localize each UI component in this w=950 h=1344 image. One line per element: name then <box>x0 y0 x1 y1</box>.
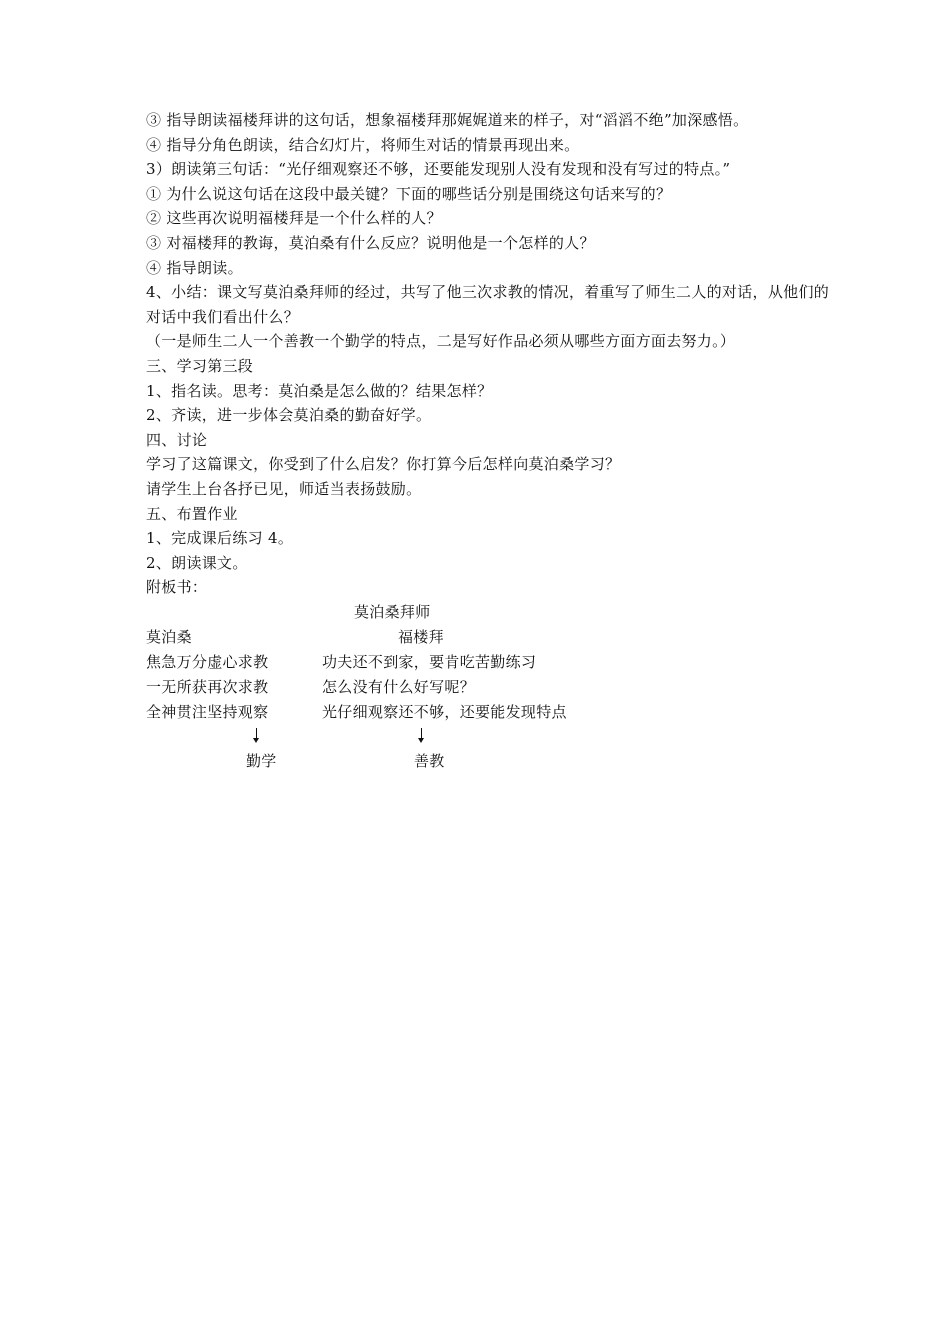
section-heading: 五、布置作业 <box>146 504 238 523</box>
text-line: ③ 对福楼拜的教诲，莫泊桑有什么反应？说明他是一个怎样的人？ <box>146 233 595 252</box>
board-title: 莫泊桑拜师 <box>354 602 431 621</box>
board-left-header: 莫泊桑 <box>146 627 192 646</box>
board-right-item: 光仔细观察还不够，还要能发现特点 <box>322 702 567 721</box>
blackboard-summary <box>146 600 836 770</box>
board-right-header: 福楼拜 <box>398 627 444 646</box>
text-line: ① 为什么说这句话在这段中最关键？下面的哪些话分别是围绕这句话来写的？ <box>146 184 672 203</box>
text-line: ④ 指导分角色朗读，结合幻灯片，将师生对话的情景再现出来。 <box>146 135 580 154</box>
text-line: ③ 指导朗读福楼拜讲的这句话，想象福楼拜那娓娓道来的样子，对“滔滔不绝”加深感悟。 <box>146 111 749 129</box>
text-line: 附板书： <box>146 578 208 597</box>
text-line: 4、小结：课文写莫泊桑拜师的经过，共写了他三次求教的情况，着重写了师生二人的对话，从他们的对话中我们看出什么？ <box>146 283 830 326</box>
down-arrow-icon <box>421 728 422 740</box>
text-line: 1、完成课后练习 4。 <box>146 529 294 548</box>
board-left-result: 勤学 <box>246 751 277 770</box>
text-line: 2、齐读，进一步体会莫泊桑的勤奋好学。 <box>146 406 432 425</box>
text-line: 3）朗读第三句话：“光仔细观察还不够，还要能发现别人没有发现和没有写过的特点。” <box>146 160 731 179</box>
text-line: 2、朗读课文。 <box>146 553 248 572</box>
board-left-item: 一无所获再次求教 <box>146 677 269 696</box>
board-left-item: 全神贯注坚持观察 <box>146 702 269 721</box>
board-right-result: 善教 <box>414 751 445 770</box>
text-line: ④ 指导朗读。 <box>146 258 243 277</box>
text-line: 请学生上台各抒已见，师适当表扬鼓励。 <box>146 479 422 498</box>
text-line: （一是师生二人一个善教一个勤学的特点，二是写好作品必须从哪些方面方面去努力。） <box>146 332 736 351</box>
board-left-item: 焦急万分虚心求教 <box>146 652 269 671</box>
text-line: 学习了这篇课文，你受到了什么启发？你打算今后怎样向莫泊桑学习？ <box>146 455 621 474</box>
text-line: 1、指名读。思考：莫泊桑是怎么做的？结果怎样？ <box>146 381 493 400</box>
board-right-item: 怎么没有什么好写呢？ <box>322 677 476 696</box>
down-arrow-icon <box>256 728 257 740</box>
document-body <box>146 108 836 770</box>
board-right-item: 功夫还不到家，要肯吃苦勤练习 <box>322 652 537 671</box>
section-heading: 四、讨论 <box>146 430 208 449</box>
section-heading: 三、学习第三段 <box>146 356 254 375</box>
text-line: ② 这些再次说明福楼拜是一个什么样的人？ <box>146 209 442 228</box>
